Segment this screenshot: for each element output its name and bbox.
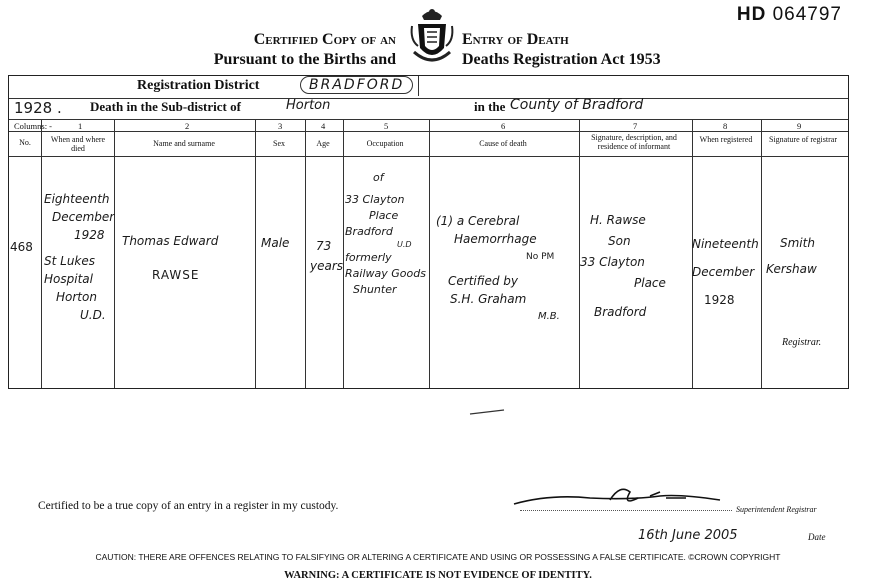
registrar-title: Registrar. (782, 337, 822, 348)
county-value: County of Bradford (510, 97, 644, 113)
subdistrict-value: Horton (286, 98, 331, 113)
header-informant: Signature, description, and residence of informant (591, 133, 677, 151)
header-sex: Sex (273, 139, 285, 148)
deceased-forenames: Thomas Edward (122, 234, 219, 248)
death-date-day: Eighteenth (44, 192, 110, 206)
informant-name: H. Rawse (590, 213, 646, 227)
informant-address-line3: Bradford (594, 305, 647, 319)
registered-month: December (692, 265, 755, 279)
header-when-where-died: When and where died (50, 135, 106, 153)
age-value: 73 (316, 239, 332, 253)
entry-registrar-signature (766, 230, 817, 282)
entry-occupation (345, 170, 426, 298)
informant-address-line2: Place (634, 276, 666, 290)
header-when-registered: When registered (699, 135, 753, 144)
header-left-line2: Pursuant to the Births and (213, 51, 396, 68)
entry-sex: Male (261, 236, 290, 250)
superintendent-registrar-label: Superintendent Registrar (736, 505, 817, 514)
informant-relation: Son (608, 234, 631, 248)
column-number-9: 9 (797, 121, 802, 131)
death-place-line2: Hospital (44, 272, 93, 286)
cause-line2: Haemorrhage (454, 232, 537, 246)
occupation-line3: Place (369, 209, 399, 222)
entry-age (310, 236, 343, 276)
subdistrict-label: Death in the Sub-district of (90, 99, 241, 114)
column-number-1: 1 (78, 121, 83, 131)
royal-crest-icon (408, 6, 456, 68)
header-right-line2: Deaths Registration Act 1953 (462, 51, 661, 68)
doctor-qualification: M.B. (538, 311, 560, 322)
occupation-line8: Shunter (353, 283, 397, 296)
entry-number: 468 (10, 240, 33, 254)
registered-day: Nineteenth (692, 237, 759, 251)
certified-by-label: Certified by (448, 274, 519, 288)
header-registrar-signature: Signature of registrar (769, 135, 837, 144)
column-number-6: 6 (501, 121, 506, 131)
header-right (462, 30, 722, 70)
registration-year: 1928 . (14, 99, 62, 117)
death-date-month: December (52, 210, 115, 224)
column-number-4: 4 (321, 121, 326, 131)
serial-prefix: HD (736, 4, 767, 25)
entry-cause-of-death (436, 212, 560, 326)
occupation-line6: formerly (345, 251, 392, 264)
header-left-line1: Certified Copy of an (253, 31, 396, 48)
occupation-line1: of (373, 171, 384, 184)
registrar-forename: Smith (780, 236, 815, 250)
column-number-8: 8 (723, 121, 728, 131)
deceased-surname: RAWSE (152, 268, 200, 282)
registration-district-label: Registration District (137, 78, 260, 93)
column-number-3: 3 (278, 121, 283, 131)
occupation-line7: Railway Goods (345, 267, 426, 280)
identity-warning: WARNING: A CERTIFICATE IS NOT EVIDENCE OF IDENTITY. (284, 570, 592, 581)
certificate-issue-date: 16th June 2005 (638, 528, 738, 543)
header-occupation: Occupation (366, 139, 404, 148)
column-number-2: 2 (185, 121, 190, 131)
cause-line1: (1) a Cerebral (436, 214, 520, 228)
column-number-5: 5 (384, 121, 389, 131)
death-place-line3: Horton (56, 290, 97, 304)
occupation-line2: 33 Clayton (345, 193, 405, 206)
cause-no-postmortem: No PM (526, 252, 555, 262)
death-place-line1: St Lukes (44, 254, 96, 268)
certifying-doctor: S.H. Graham (450, 292, 527, 306)
age-unit: years (310, 259, 344, 273)
header-right-line1: Entry of Death (462, 31, 569, 48)
header-age: Age (316, 139, 330, 148)
serial-number: 064797 (772, 4, 842, 25)
header-no: No. (19, 138, 31, 147)
pen-mark (468, 406, 508, 420)
entry-when-where-died (44, 190, 114, 324)
informant-address-line1: 33 Clayton (580, 255, 645, 269)
signature-line (520, 510, 732, 511)
county-label: in the (474, 99, 506, 114)
entry-when-registered (692, 230, 759, 314)
entry-informant (580, 210, 666, 323)
entry-name-surname (122, 224, 218, 292)
header-left (210, 30, 396, 70)
registration-district-value: BRADFORD (300, 76, 413, 94)
columns-label: Columns: - (14, 121, 53, 131)
occupation-line5: U.D (397, 240, 412, 249)
caution-notice: CAUTION: THERE ARE OFFENCES RELATING TO FALSIFYING OR ALTERING A CERTIFICATE AND USING OR POSSESSING A FALSE CERTIFICATE. ©CROWN COPYRIGHT (95, 552, 781, 562)
registered-year: 1928 (704, 293, 735, 307)
death-place-line4: U.D. (80, 308, 106, 322)
certificate-serial-number (737, 4, 842, 26)
header-name-surname: Name and surname (153, 139, 215, 148)
registrar-surname: Kershaw (766, 262, 817, 276)
header-cause-of-death: Cause of death (479, 139, 527, 148)
column-number-7: 7 (633, 121, 638, 131)
certification-statement: Certified to be a true copy of an entry in a register in my custody. (38, 500, 339, 512)
occupation-line4: Bradford (345, 225, 393, 238)
date-label: Date (808, 532, 826, 542)
death-date-year: 1928 (74, 228, 105, 242)
